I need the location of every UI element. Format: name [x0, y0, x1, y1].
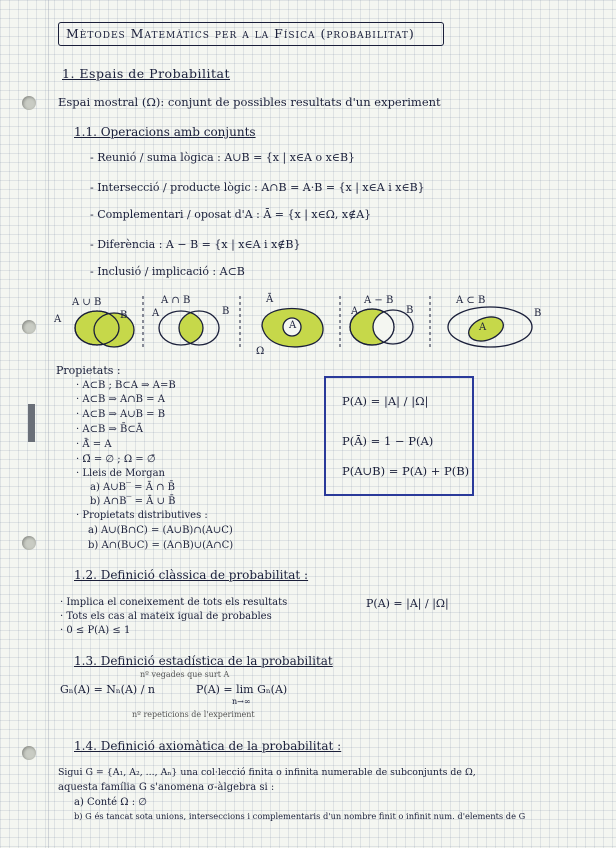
- property: · Ω̄ = ∅ ; Ω = ∅̄: [76, 454, 156, 465]
- subsection-heading: 1.4. Definició axiomàtica de la probabilitat :: [74, 739, 342, 753]
- axiomatic-text: Sigui G = {A₁, A₂, ..., Aₙ} una col·lecció finita o infinita numerable de subconjunts de Ω,: [58, 767, 476, 778]
- venn-intersection: [159, 311, 219, 345]
- subsection-heading: 1.2. Definició clàssica de probabilitat :: [74, 568, 309, 582]
- property: · Propietats distributives :: [76, 510, 208, 521]
- venn-label-inclusion: A ⊂ B: [456, 295, 486, 306]
- property: · Ā̄ = A: [76, 439, 112, 450]
- property: b) A∩(B∪C) = (A∩B)∪(A∩C): [88, 540, 234, 551]
- formula: P(A) = |A| / |Ω|: [342, 394, 429, 408]
- axiomatic-text: a) Conté Ω : ∅: [74, 797, 147, 808]
- formula-box: [324, 376, 474, 496]
- property: b) A∩B‾ = Ā ∪ B̄: [90, 496, 176, 507]
- annotation: nº vegades que surt A: [140, 670, 230, 679]
- venn-letter-b: B: [534, 308, 542, 319]
- venn-letter-b: B: [120, 310, 128, 321]
- venn-label-union: A ∪ B: [72, 297, 102, 308]
- venn-letter-a: A: [351, 306, 359, 317]
- venn-label-complement: Ā: [266, 294, 274, 305]
- annotation: nº repeticions de l'experiment: [132, 710, 255, 719]
- operation-difference: - Diferència : A − B = {x | x∈A i x∉B}: [90, 238, 301, 251]
- property: · A⊂B ⇒ A∩B = A: [76, 394, 165, 405]
- classic-formula: P(A) = |A| / |Ω|: [366, 597, 449, 610]
- properties-heading: Propietats :: [56, 364, 121, 377]
- operation-inclusion: - Inclusió / implicació : A⊂B: [90, 265, 245, 278]
- limit-formula: P(A) = lim Gₙ(A): [196, 683, 288, 696]
- relative-frequency-formula: Gₙ(A) = Nₙ(A) / n: [60, 683, 155, 696]
- property: · A⊂B ⇒ B̄⊂Ā: [76, 424, 143, 435]
- bullet: · Tots els cas al mateix igual de probables: [60, 611, 272, 622]
- venn-letter-b: B: [406, 305, 414, 316]
- property: · A⊂B ⇒ A∪B = B: [76, 409, 166, 420]
- property: a) A∪(B∩C) = (A∪B)∩(A∪C): [88, 525, 233, 536]
- axiomatic-text: aquesta família G s'anomena σ-àlgebra si :: [58, 782, 275, 793]
- venn-letter-a: A: [152, 308, 160, 319]
- property: · A⊂B ; B⊂A ⇒ A=B: [76, 380, 176, 391]
- venn-letter-a: A: [54, 314, 62, 325]
- operation-intersection: - Intersecció / producte lògic : A∩B = A·B = {x | x∈A i x∈B}: [90, 181, 425, 194]
- venn-letter-a: A: [289, 320, 297, 331]
- sample-space-definition: Espai mostral (Ω): conjunt de possibles resultats d'un experiment: [58, 95, 441, 109]
- operation-union: - Reunió / suma lògica : A∪B = {x | x∈A o x∈B}: [90, 151, 356, 164]
- property: · Lleis de Morgan: [76, 468, 165, 479]
- venn-inclusion: [448, 307, 532, 347]
- formula: P(A∪B) = P(A) + P(B): [342, 464, 470, 478]
- formula: P(Ā) = 1 − P(A): [342, 434, 434, 448]
- axiomatic-text: b) G és tancat sota unions, interseccions i complementaris d'un nombre finit o infinit num. d'elements de G: [74, 811, 526, 821]
- page-title: Mètodes Matemàtics per a la Física (probabilitat): [66, 26, 415, 41]
- operation-complement: - Complementari / oposat d'A : Ā = {x | x∈Ω, x∉A}: [90, 208, 372, 221]
- venn-letter-b: B: [222, 306, 230, 317]
- venn-letter-omega: Ω: [256, 346, 265, 357]
- bullet: · Implica el coneixement de tots els resultats: [60, 597, 288, 608]
- venn-difference: [350, 309, 413, 345]
- subsection-heading: 1.3. Definició estadística de la probabilitat: [74, 654, 333, 668]
- venn-label-intersection: A ∩ B: [161, 295, 191, 306]
- limit-subscript: n→∞: [232, 697, 251, 706]
- property: a) A∪B‾ = Ā ∩ B̄: [90, 482, 176, 493]
- venn-label-difference: A − B: [364, 295, 394, 306]
- subsection-heading: 1.1. Operacions amb conjunts: [74, 125, 256, 139]
- bullet: · 0 ≤ P(A) ≤ 1: [60, 625, 131, 636]
- venn-letter-a: A: [479, 322, 487, 333]
- section-heading: 1. Espais de Probabilitat: [62, 66, 231, 81]
